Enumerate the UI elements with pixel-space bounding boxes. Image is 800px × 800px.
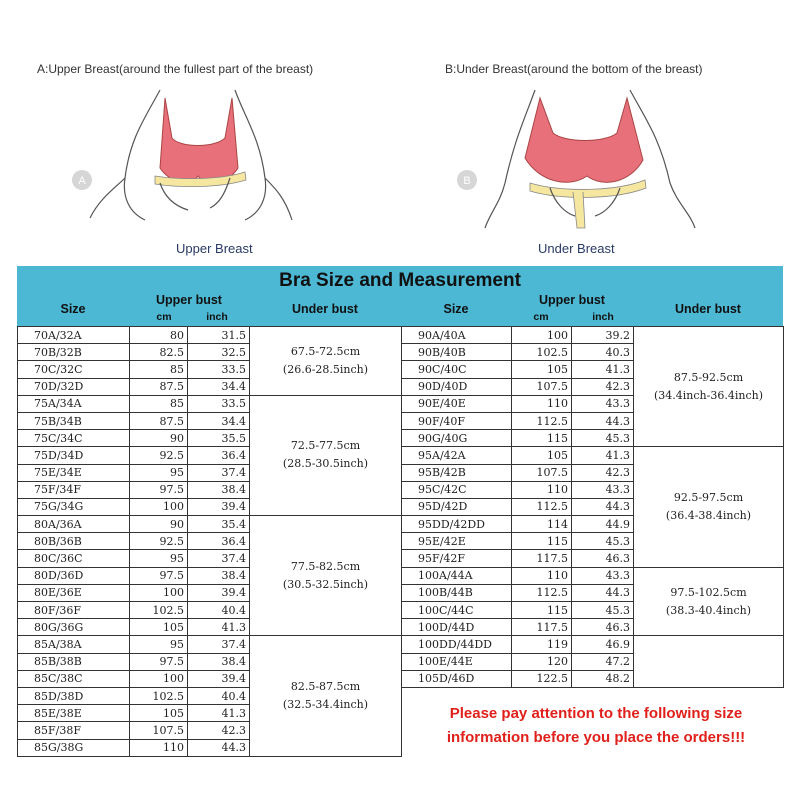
under-bust-cell [634,636,784,688]
upper-bust-inch-cell: 40.4 [188,687,250,704]
size-cell: 95DD/42DD [402,516,512,533]
upper-bust-inch-cell: 39.4 [188,584,250,601]
header-upper-bust: Upper bust [539,293,605,307]
size-cell: 105D/46D [402,670,512,687]
upper-bust-cm-cell: 107.5 [130,722,188,739]
upper-bust-inch-cell: 34.4 [188,378,250,395]
upper-bust-inch-cell: 44.3 [572,498,634,515]
table-row [18,395,402,412]
size-cell: 80D/36D [18,567,130,584]
table-row [402,567,784,584]
size-notice [436,702,756,750]
size-cell: 95C/42C [402,481,512,498]
size-cell: 80G/36G [18,619,130,636]
under-bust-cell [250,516,402,636]
notice-line-1: Please pay attention to the following size [449,705,743,722]
size-table-right [401,326,784,688]
under-bust-line: (26.6-28.5inch) [282,362,369,376]
size-cell: 90A/40A [402,327,512,344]
size-cell: 85E/38E [18,705,130,722]
label-under-breast: Under Breast [538,241,615,256]
upper-bust-inch-cell: 31.5 [188,327,250,344]
upper-bust-cm-cell: 85 [130,361,188,378]
upper-bust-inch-cell: 45.3 [572,430,634,447]
upper-bust-inch-cell: 38.4 [188,653,250,670]
upper-bust-cm-cell: 122.5 [512,670,572,687]
upper-bust-cm-cell: 105 [512,447,572,464]
upper-bust-cm-cell: 100 [130,670,188,687]
upper-bust-cm-cell: 105 [130,705,188,722]
size-cell: 100D/44D [402,619,512,636]
upper-bust-cm-cell: 97.5 [130,653,188,670]
size-cell: 70D/32D [18,378,130,395]
bra-shape [160,98,238,183]
size-cell: 95F/42F [402,550,512,567]
upper-bust-inch-cell: 44.3 [572,584,634,601]
size-cell: 90G/40G [402,430,512,447]
upper-bust-cm-cell: 97.5 [130,567,188,584]
upper-bust-inch-cell: 37.4 [188,550,250,567]
size-cell: 95D/42D [402,498,512,515]
size-cell: 80E/36E [18,584,130,601]
size-cell: 85G/38G [18,739,130,756]
notice-line-2: information before you place the orders!!! [446,729,746,746]
upper-bust-cm-cell: 107.5 [512,464,572,481]
upper-bust-inch-cell: 33.5 [188,395,250,412]
under-bust-line: 67.5-72.5cm [290,344,361,358]
under-bust-cell [250,636,402,756]
upper-bust-cm-cell: 110 [130,739,188,756]
under-bust-line: (30.5-32.5inch) [282,577,369,591]
under-bust-line: (32.5-34.4inch) [282,698,369,712]
upper-bust-inch-cell: 35.5 [188,430,250,447]
upper-bust-cm-cell: 100 [512,327,572,344]
upper-bust-cm-cell: 112.5 [512,584,572,601]
upper-bust-inch-cell: 35.4 [188,516,250,533]
size-cell: 100B/44B [402,584,512,601]
upper-bust-cm-cell: 120 [512,653,572,670]
table-row [18,327,402,344]
upper-bust-inch-cell: 44.9 [572,516,634,533]
upper-bust-inch-cell: 41.3 [572,361,634,378]
under-bust-line: (38.3-40.4inch) [665,603,752,617]
under-bust-line: (36.4-38.4inch) [665,508,752,522]
under-bust-cell [634,567,784,636]
size-cell: 85B/38B [18,653,130,670]
upper-breast-illustration [60,88,310,238]
upper-bust-cm-cell: 95 [130,464,188,481]
under-bust-line: 87.5-92.5cm [673,370,744,384]
badge-b-letter: B [463,175,471,187]
header-size: Size [60,302,86,316]
upper-bust-cm-cell: 112.5 [512,498,572,515]
size-cell: 100C/44C [402,602,512,619]
upper-bust-cm-cell: 102.5 [512,344,572,361]
size-cell: 70A/32A [18,327,130,344]
size-cell: 90D/40D [402,378,512,395]
upper-bust-inch-cell: 41.3 [188,619,250,636]
size-cell: 85A/38A [18,636,130,653]
upper-bust-inch-cell: 40.4 [188,602,250,619]
table-row [402,327,784,344]
table-row [402,636,784,653]
size-cell: 75D/34D [18,447,130,464]
under-bust-line: (28.5-30.5inch) [282,457,369,471]
size-cell: 75E/34E [18,464,130,481]
upper-bust-inch-cell: 46.3 [572,550,634,567]
upper-bust-cm-cell: 100 [130,498,188,515]
upper-bust-cm-cell: 80 [130,327,188,344]
upper-bust-cm-cell: 117.5 [512,550,572,567]
upper-bust-inch-cell: 42.3 [572,464,634,481]
size-cell: 95A/42A [402,447,512,464]
header-size: Size [443,302,469,316]
upper-bust-inch-cell: 41.3 [572,447,634,464]
under-bust-line: (34.4inch-36.4inch) [654,388,763,402]
upper-bust-inch-cell: 43.3 [572,395,634,412]
size-cell: 80A/36A [18,516,130,533]
upper-bust-cm-cell: 102.5 [130,687,188,704]
size-cell: 95B/42B [402,464,512,481]
size-cell: 100E/44E [402,653,512,670]
header-cm: cm [533,311,549,323]
upper-bust-cm-cell: 82.5 [130,344,188,361]
upper-bust-inch-cell: 32.5 [188,344,250,361]
size-cell: 90B/40B [402,344,512,361]
upper-bust-cm-cell: 102.5 [130,602,188,619]
size-cell: 90F/40F [402,412,512,429]
upper-bust-cm-cell: 87.5 [130,378,188,395]
size-cell: 100A/44A [402,567,512,584]
under-bust-line: 72.5-77.5cm [290,439,361,453]
under-bust-cell [250,327,402,396]
upper-bust-inch-cell: 45.3 [572,602,634,619]
upper-bust-cm-cell: 107.5 [512,378,572,395]
table-row [18,636,402,653]
size-cell: 75G/34G [18,498,130,515]
upper-bust-cm-cell: 115 [512,602,572,619]
table-row [402,447,784,464]
header-under-bust: Under bust [675,302,741,316]
badge-a-letter: A [78,175,86,187]
caption-upper-breast: A:Upper Breast(around the fullest part of the breast) [37,62,314,76]
upper-bust-cm-cell: 114 [512,516,572,533]
size-cell: 90C/40C [402,361,512,378]
upper-bust-cm-cell: 95 [130,636,188,653]
upper-bust-cm-cell: 105 [130,619,188,636]
size-cell: 85D/38D [18,687,130,704]
upper-bust-cm-cell: 110 [512,567,572,584]
size-table-left [17,326,402,757]
table-row [18,516,402,533]
size-cell: 75B/34B [18,412,130,429]
upper-bust-inch-cell: 36.4 [188,447,250,464]
upper-bust-inch-cell: 38.4 [188,481,250,498]
header-inch: inch [592,311,614,323]
size-cell: 75F/34F [18,481,130,498]
upper-bust-cm-cell: 92.5 [130,447,188,464]
upper-bust-cm-cell: 90 [130,430,188,447]
upper-bust-cm-cell: 115 [512,430,572,447]
size-cell: 70C/32C [18,361,130,378]
header-upper-bust: Upper bust [156,293,222,307]
upper-bust-cm-cell: 110 [512,395,572,412]
upper-bust-inch-cell: 44.3 [188,739,250,756]
label-upper-breast: Upper Breast [176,241,253,256]
upper-bust-inch-cell: 48.2 [572,670,634,687]
size-cell: 95E/42E [402,533,512,550]
table-header [17,266,783,326]
upper-bust-cm-cell: 115 [512,533,572,550]
caption-under-breast: B:Under Breast(around the bottom of the breast) [445,62,703,76]
bra-shape [525,98,643,182]
upper-bust-inch-cell: 46.3 [572,619,634,636]
under-bust-cell [634,447,784,567]
upper-bust-cm-cell: 100 [130,584,188,601]
upper-bust-inch-cell: 41.3 [188,705,250,722]
size-cell: 100DD/44DD [402,636,512,653]
size-cell: 90E/40E [402,395,512,412]
upper-bust-cm-cell: 117.5 [512,619,572,636]
size-cell: 80B/36B [18,533,130,550]
upper-bust-inch-cell: 47.2 [572,653,634,670]
upper-bust-cm-cell: 112.5 [512,412,572,429]
upper-bust-inch-cell: 36.4 [188,533,250,550]
upper-bust-cm-cell: 92.5 [130,533,188,550]
upper-bust-inch-cell: 42.3 [572,378,634,395]
size-cell: 85F/38F [18,722,130,739]
upper-bust-cm-cell: 87.5 [130,412,188,429]
under-bust-line: 97.5-102.5cm [670,585,747,599]
upper-bust-inch-cell: 38.4 [188,567,250,584]
size-cell: 80F/36F [18,602,130,619]
header-under-bust: Under bust [292,302,358,316]
upper-bust-inch-cell: 46.9 [572,636,634,653]
measuring-tape [530,180,646,197]
size-cell: 80C/36C [18,550,130,567]
upper-bust-inch-cell: 42.3 [188,722,250,739]
upper-bust-inch-cell: 45.3 [572,533,634,550]
upper-bust-inch-cell: 40.3 [572,344,634,361]
size-cell: 75C/34C [18,430,130,447]
upper-bust-inch-cell: 37.4 [188,464,250,481]
upper-bust-cm-cell: 110 [512,481,572,498]
size-cell: 85C/38C [18,670,130,687]
header-cm: cm [156,311,172,323]
upper-bust-inch-cell: 43.3 [572,481,634,498]
upper-bust-cm-cell: 95 [130,550,188,567]
upper-bust-inch-cell: 44.3 [572,412,634,429]
upper-bust-cm-cell: 97.5 [130,481,188,498]
upper-bust-inch-cell: 39.4 [188,670,250,687]
table-title: Bra Size and Measurement [279,270,521,291]
header-inch: inch [206,311,228,323]
upper-bust-inch-cell: 34.4 [188,412,250,429]
under-bust-cell [250,395,402,515]
upper-bust-cm-cell: 105 [512,361,572,378]
under-breast-illustration [445,88,705,238]
upper-bust-inch-cell: 43.3 [572,567,634,584]
upper-bust-cm-cell: 90 [130,516,188,533]
upper-bust-inch-cell: 39.4 [188,498,250,515]
under-bust-line: 92.5-97.5cm [673,490,744,504]
size-cell: 75A/34A [18,395,130,412]
under-bust-line: 77.5-82.5cm [290,559,361,573]
upper-bust-inch-cell: 37.4 [188,636,250,653]
under-bust-cell [634,327,784,447]
under-bust-line: 82.5-87.5cm [290,680,361,694]
size-cell: 70B/32B [18,344,130,361]
upper-bust-cm-cell: 119 [512,636,572,653]
upper-bust-cm-cell: 85 [130,395,188,412]
upper-bust-inch-cell: 39.2 [572,327,634,344]
upper-bust-inch-cell: 33.5 [188,361,250,378]
